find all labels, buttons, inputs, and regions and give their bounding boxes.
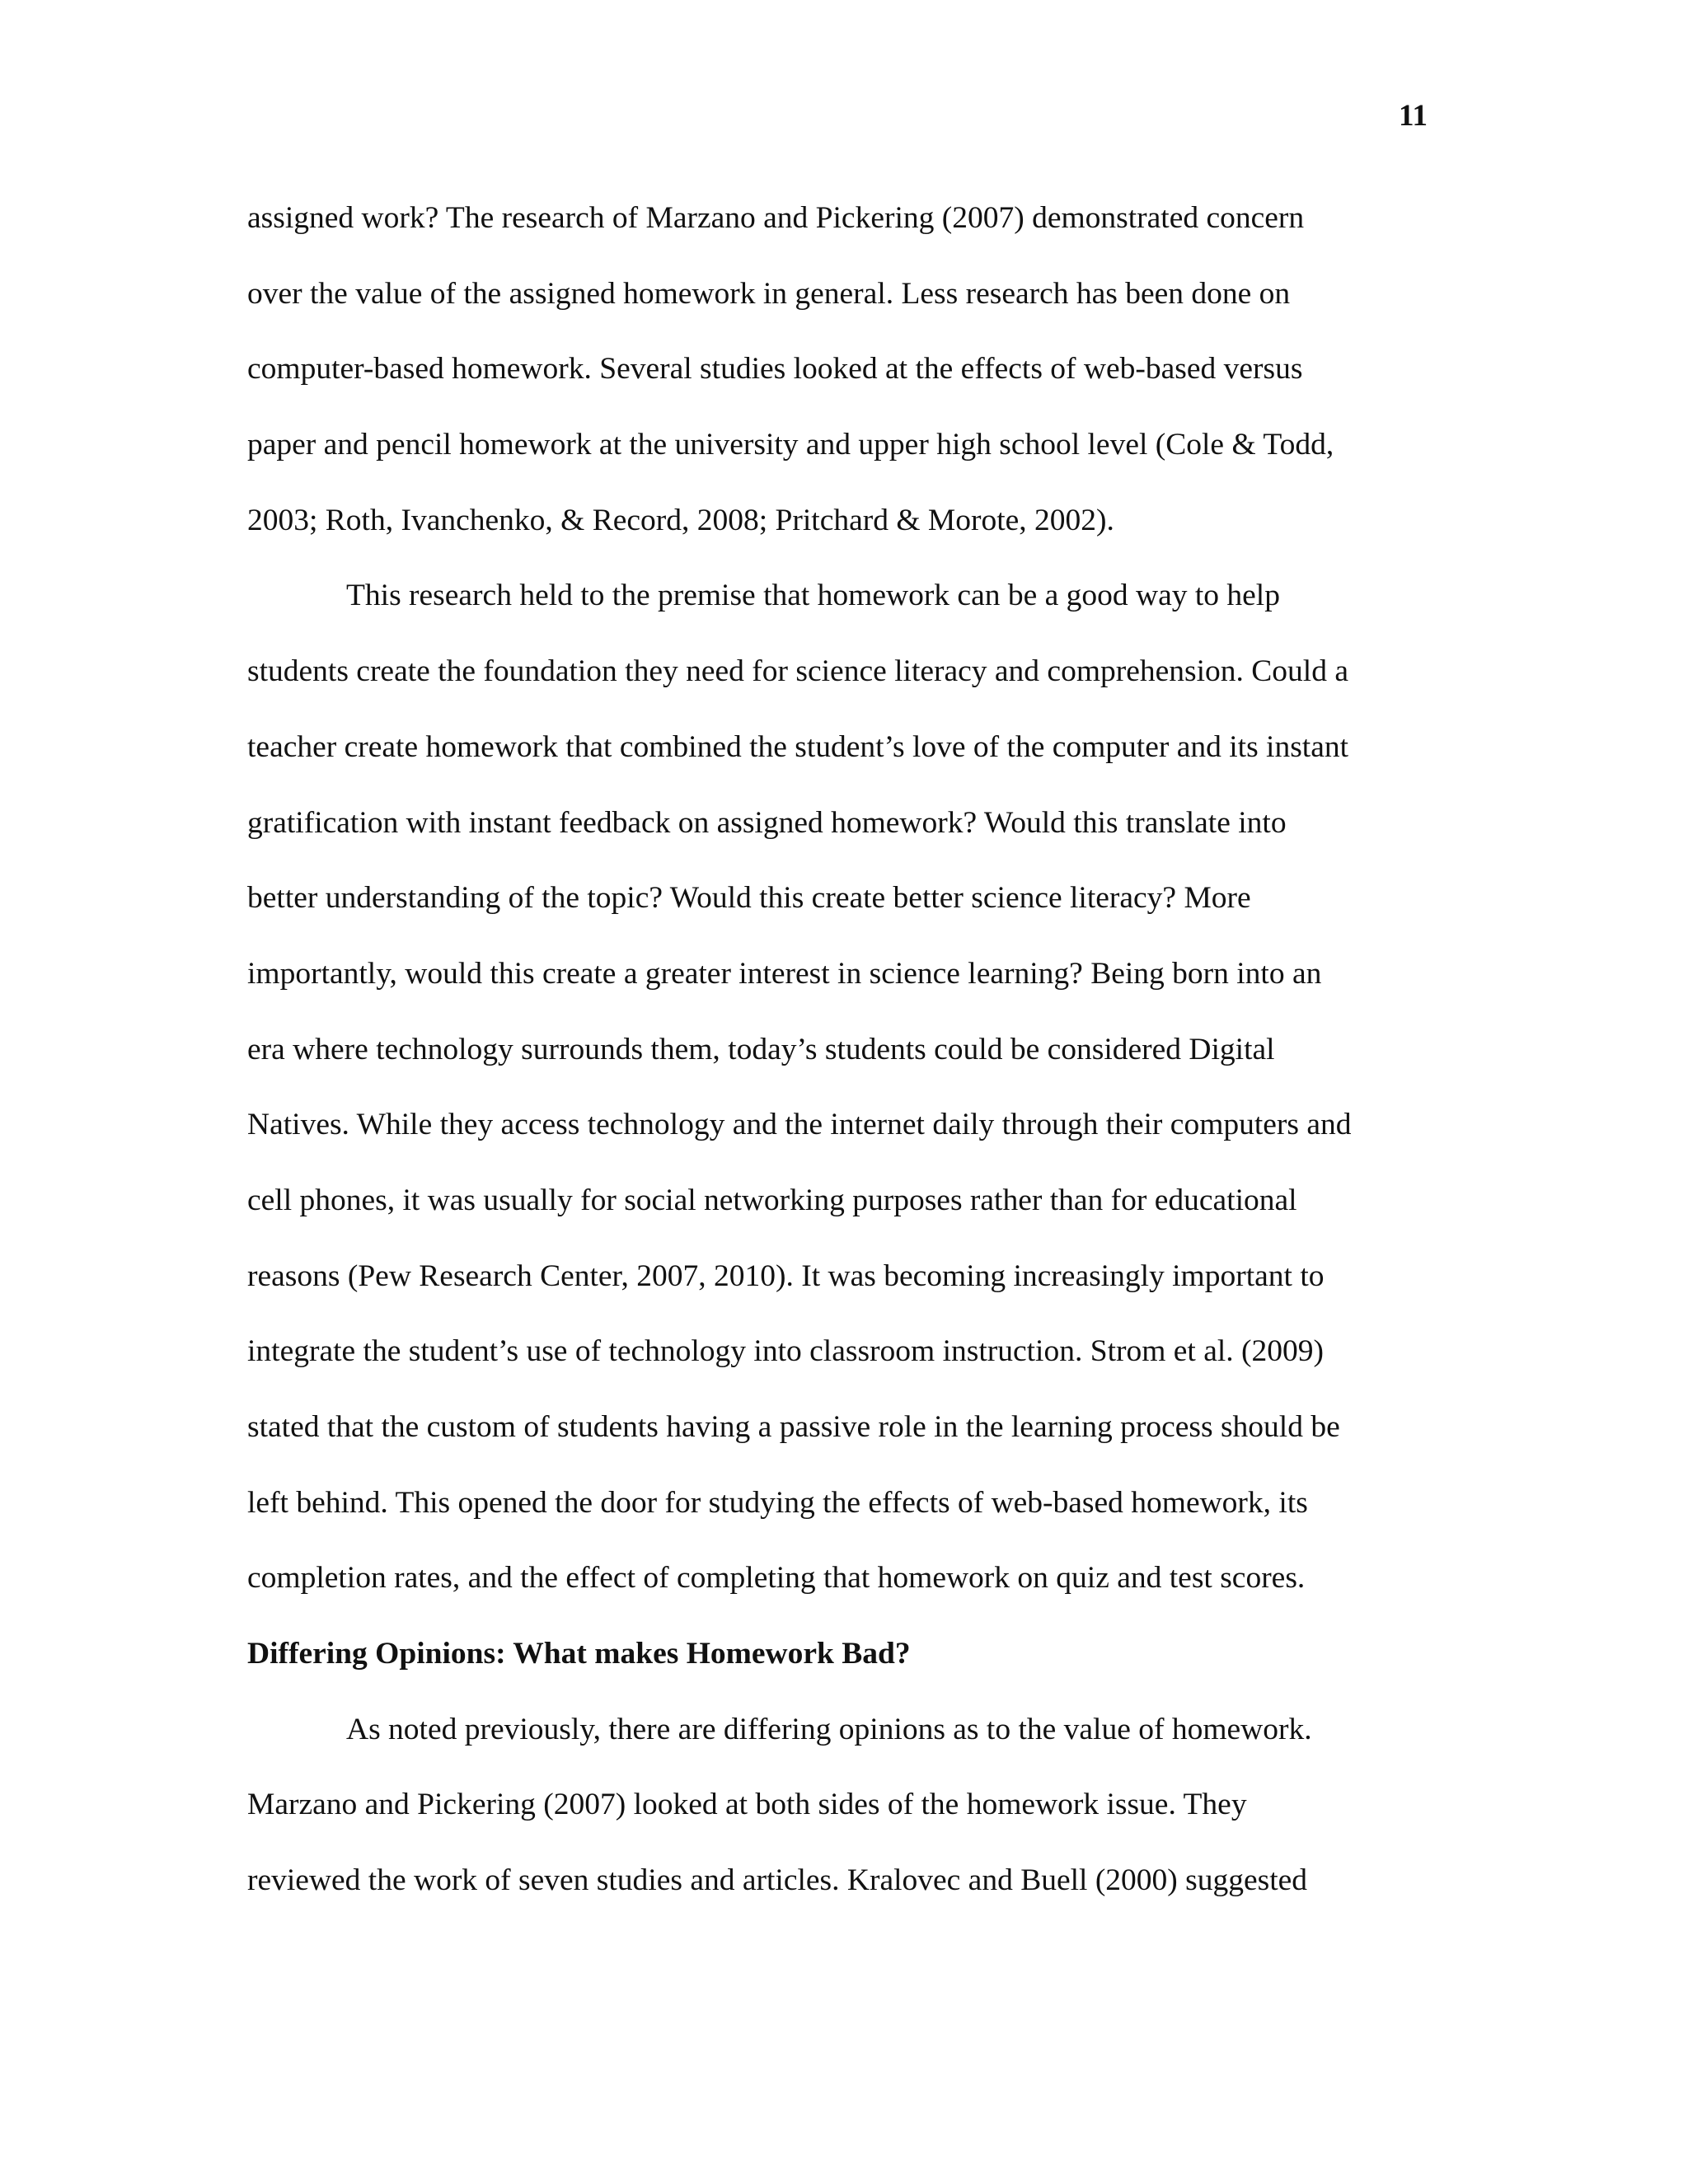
text-line: cell phones, it was usually for social networking purposes rather than for educational xyxy=(247,1183,1297,1217)
text-line: 2003; Roth, Ivanchenko, & Record, 2008; Pritchard & Morote, 2002). xyxy=(247,503,1114,537)
page-number: 11 xyxy=(1399,99,1428,133)
text-line: students create the foundation they need for science literacy and comprehension. Could a xyxy=(247,654,1348,689)
section-heading: Differing Opinions: What makes Homework Bad? xyxy=(247,1637,911,1671)
text-line: paper and pencil homework at the university and upper high school level (Cole & Todd, xyxy=(247,428,1334,462)
text-line: teacher create homework that combined the student’s love of the computer and its instant xyxy=(247,729,1349,764)
text-line: Marzano and Pickering (2007) looked at both sides of the homework issue. They xyxy=(247,1788,1247,1822)
text-line: completion rates, and the effect of completing that homework on quiz and test scores. xyxy=(247,1561,1306,1596)
text-line: Natives. While they access technology and the internet daily through their computers and xyxy=(247,1108,1352,1142)
text-line: importantly, would this create a greater interest in science learning? Being born into an xyxy=(247,956,1322,991)
paragraph-first-line: As noted previously, there are differing opinions as to the value of homework. xyxy=(346,1712,1312,1746)
text-line: integrate the student’s use of technology into classroom instruction. Strom et al. (2009) xyxy=(247,1334,1324,1369)
text-line: assigned work? The research of Marzano and Pickering (2007) demonstrated concern xyxy=(247,201,1305,235)
text-line: stated that the custom of students having a passive role in the learning process should be xyxy=(247,1410,1340,1444)
text-line: reasons (Pew Research Center, 2007, 2010). It was becoming increasingly important to xyxy=(247,1258,1325,1293)
text-line: better understanding of the topic? Would this create better science literacy? More xyxy=(247,881,1251,916)
paragraph-first-line: This research held to the premise that homework can be a good way to help xyxy=(346,579,1280,613)
text-line: gratification with instant feedback on assigned homework? Would this translate into xyxy=(247,805,1287,840)
text-line: over the value of the assigned homework in general. Less research has been done on xyxy=(247,276,1291,311)
text-line: left behind. This opened the door for studying the effects of web-based homework, its xyxy=(247,1485,1308,1520)
text-line: era where technology surrounds them, today’s students could be considered Digital xyxy=(247,1032,1275,1066)
text-line: computer-based homework. Several studies looked at the effects of web-based versus xyxy=(247,352,1303,387)
document-body xyxy=(247,194,1442,1933)
text-line: reviewed the work of seven studies and articles. Kralovec and Buell (2000) suggested xyxy=(247,1863,1308,1898)
